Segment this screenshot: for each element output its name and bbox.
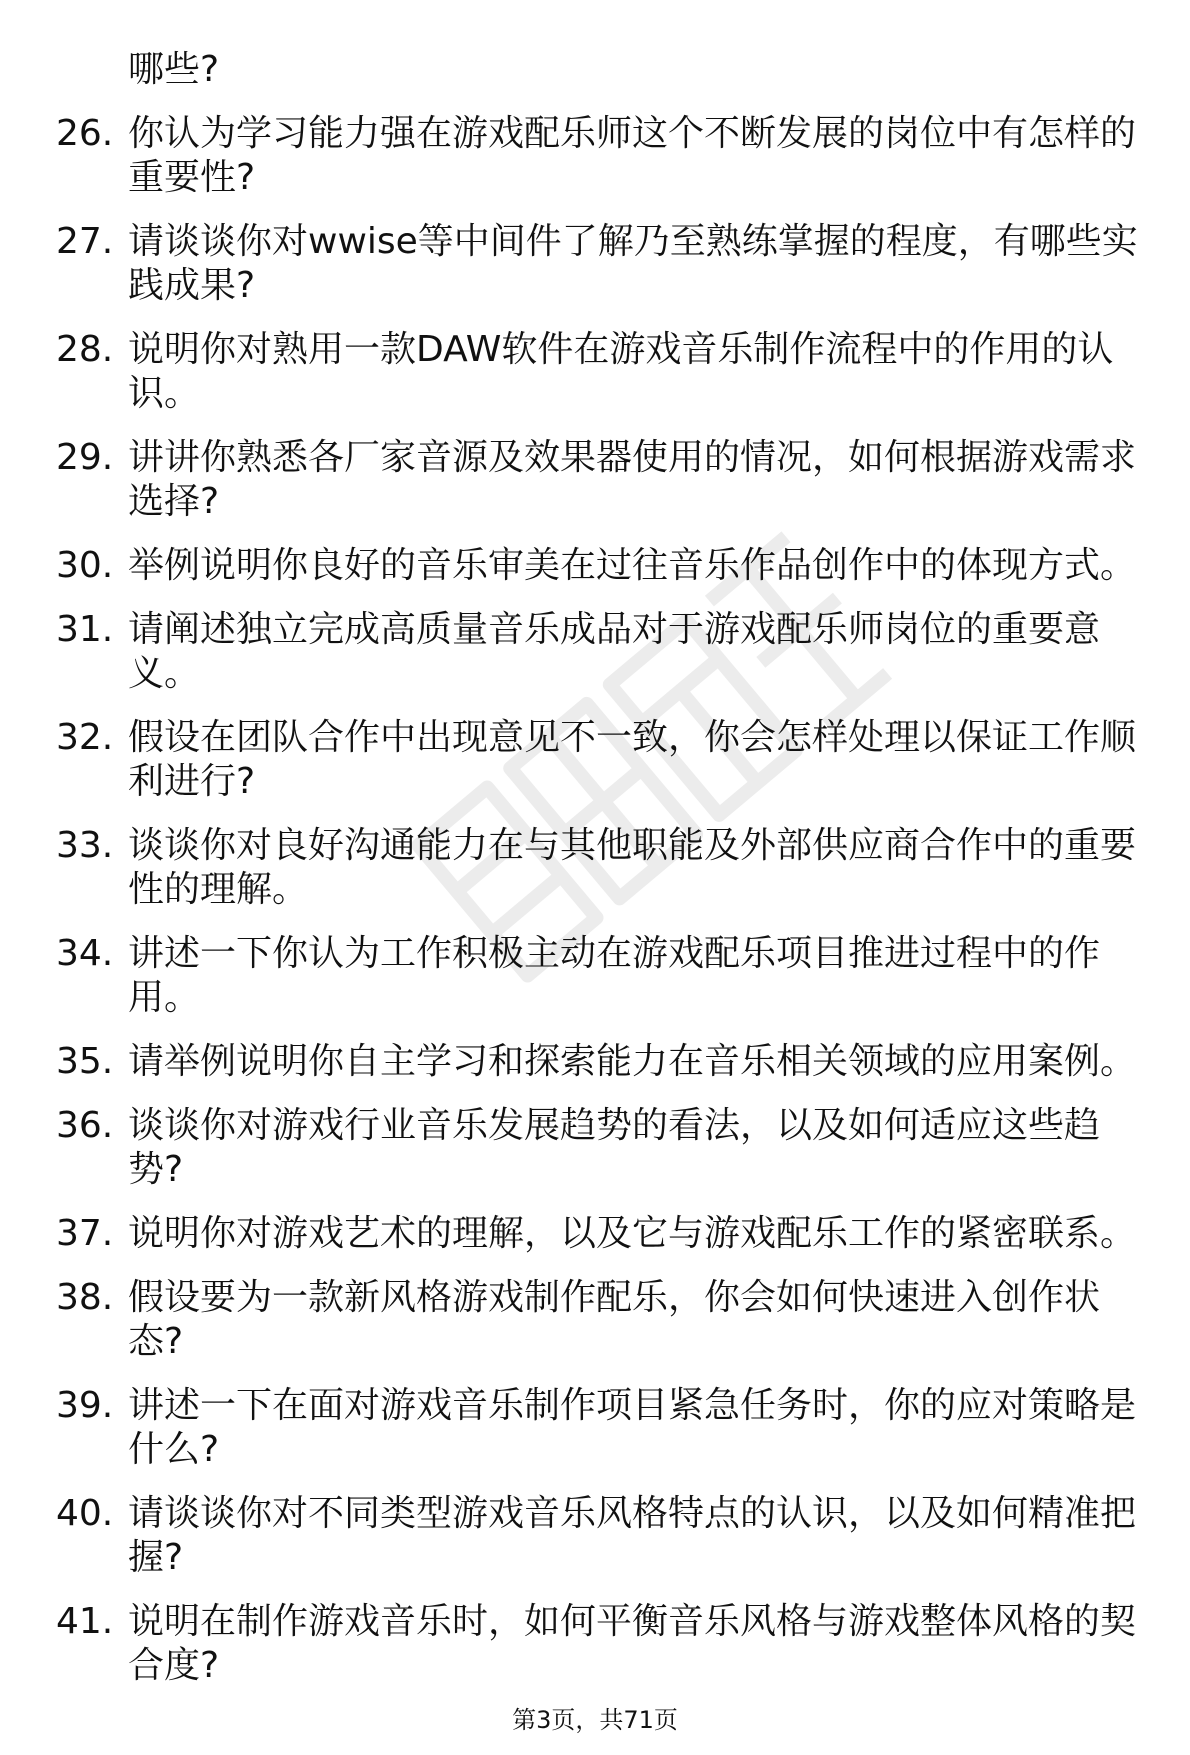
question-text-line: 义。 bbox=[128, 653, 201, 694]
question-number: 39. bbox=[56, 1385, 114, 1426]
question-text-line: 谈谈你对游戏行业音乐发展趋势的看法，以及如何适应这些趋 bbox=[128, 1105, 1101, 1146]
question-number: 35. bbox=[56, 1041, 114, 1082]
question-text-line: 选择? bbox=[128, 481, 220, 522]
question-text-line: 用。 bbox=[128, 977, 201, 1018]
question-text-line: 什么? bbox=[128, 1429, 220, 1470]
question-text-line: 握? bbox=[128, 1537, 184, 1578]
question-number: 33. bbox=[56, 825, 114, 866]
question-number: 30. bbox=[56, 545, 114, 586]
question-text-line: 性的理解。 bbox=[128, 869, 309, 910]
question-text-line: 谈谈你对良好沟通能力在与其他职能及外部供应商合作中的重要 bbox=[128, 825, 1137, 866]
question-text-line: 说明在制作游戏音乐时，如何平衡音乐风格与游戏整体风格的契 bbox=[128, 1601, 1137, 1642]
question-number: 29. bbox=[56, 437, 114, 478]
question-text-line: 利进行? bbox=[128, 761, 256, 802]
question-number: 40. bbox=[56, 1493, 114, 1534]
question-text-line: 合度? bbox=[128, 1645, 220, 1686]
question-text-line: 哪些? bbox=[128, 49, 220, 90]
question-text-line: 假设在团队合作中出现意见不一致，你会怎样处理以保证工作顺 bbox=[128, 717, 1137, 758]
question-number: 31. bbox=[56, 609, 114, 650]
question-number: 26. bbox=[56, 113, 114, 154]
question-text-line: 势? bbox=[128, 1149, 184, 1190]
question-text-line: 请举例说明你自主学习和探索能力在音乐相关领域的应用案例。 bbox=[128, 1041, 1137, 1082]
question-text-line: 你认为学习能力强在游戏配乐师这个不断发展的岗位中有怎样的 bbox=[128, 113, 1137, 154]
question-text-line: 请阐述独立完成高质量音乐成品对于游戏配乐师岗位的重要意 bbox=[128, 609, 1101, 650]
question-number: 28. bbox=[56, 329, 114, 370]
question-text-line: 说明你对熟用一款DAW软件在游戏音乐制作流程中的作用的认 bbox=[128, 329, 1114, 370]
page-footer: 第3页，共71页 bbox=[512, 1706, 678, 1734]
question-text-line: 请谈谈你对wwise等中间件了解乃至熟练掌握的程度，有哪些实 bbox=[128, 221, 1138, 262]
question-text-line: 讲述一下你认为工作积极主动在游戏配乐项目推进过程中的作 bbox=[128, 933, 1101, 974]
question-text-line: 讲讲你熟悉各厂家音源及效果器使用的情况，如何根据游戏需求 bbox=[128, 437, 1137, 478]
question-number: 41. bbox=[56, 1601, 114, 1642]
question-number: 38. bbox=[56, 1277, 114, 1318]
question-text-line: 讲述一下在面对游戏音乐制作项目紧急任务时，你的应对策略是 bbox=[128, 1385, 1137, 1426]
question-number: 32. bbox=[56, 717, 114, 758]
question-text-line: 识。 bbox=[128, 373, 201, 414]
question-text-line: 重要性? bbox=[128, 157, 256, 198]
question-text-line: 举例说明你良好的音乐审美在过往音乐作品创作中的体现方式。 bbox=[128, 545, 1137, 586]
question-text-line: 假设要为一款新风格游戏制作配乐，你会如何快速进入创作状 bbox=[128, 1277, 1101, 1318]
question-number: 36. bbox=[56, 1105, 114, 1146]
question-text-line: 践成果? bbox=[128, 265, 256, 306]
question-number: 27. bbox=[56, 221, 114, 262]
question-number: 34. bbox=[56, 933, 114, 974]
question-number: 37. bbox=[56, 1213, 114, 1254]
question-text-line: 说明你对游戏艺术的理解，以及它与游戏配乐工作的紧密联系。 bbox=[128, 1213, 1137, 1254]
question-text-line: 态? bbox=[128, 1321, 184, 1362]
question-text-line: 请谈谈你对不同类型游戏音乐风格特点的认识，以及如何精准把 bbox=[128, 1493, 1137, 1534]
